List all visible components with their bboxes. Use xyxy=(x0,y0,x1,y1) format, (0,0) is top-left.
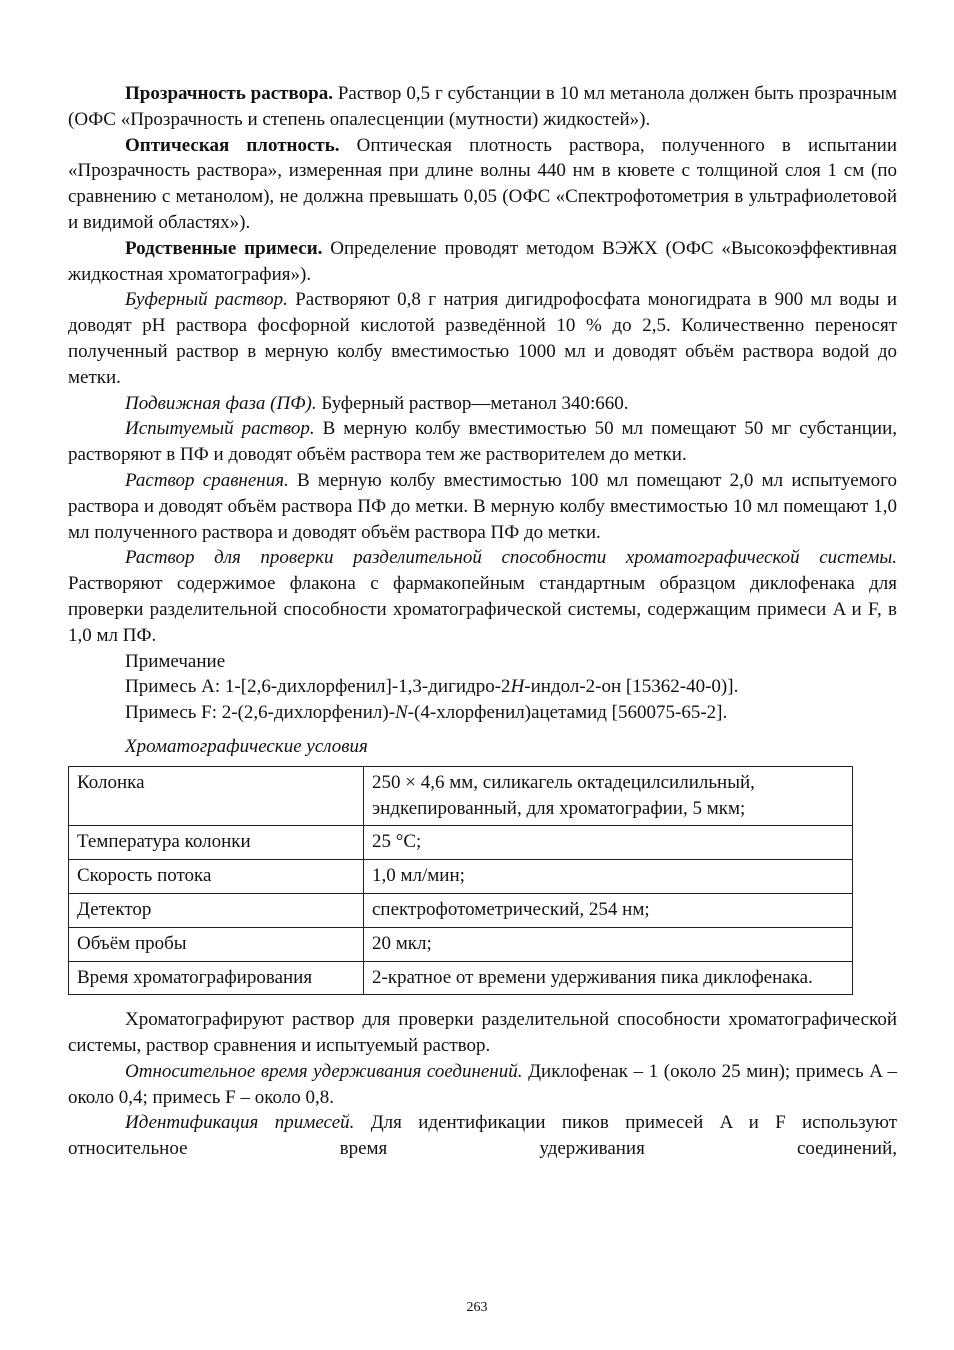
document-page xyxy=(68,81,897,1162)
page-number: 263 xyxy=(466,1300,488,1315)
table-row xyxy=(69,893,853,927)
heading-related-impurities: Родственные примеси. xyxy=(125,237,323,259)
chromatographic-conditions-table xyxy=(68,766,853,996)
impurity-a-italic: H xyxy=(510,676,525,698)
heading-optical-density: Оптическая плотность. xyxy=(125,134,340,156)
paragraph-test-solution xyxy=(68,416,897,468)
paragraph-impurity-identification xyxy=(68,1110,897,1162)
condition-name: Температура колонки xyxy=(69,826,364,860)
table-row xyxy=(69,927,853,961)
table-row xyxy=(69,860,853,894)
condition-name: Детектор xyxy=(69,893,364,927)
text-reference-solution: В мерную колбу вместимостью 100 мл помещают 2,0 мл испытуемого раствора и доводят объём раствора ПФ до метки. В мерную колбу вместимостью 10 мл помещают 1,0 мл полученного раствора и доводят объём раствора ПФ до метки. xyxy=(68,469,897,543)
paragraph-mobile-phase xyxy=(68,391,897,417)
paragraph-chromatograph: Хроматографируют раствор для проверки разделительной способности хроматографической системы, раствор сравнения и испытуемый раствор. xyxy=(68,1009,897,1057)
heading-mobile-phase: Подвижная фаза (ПФ). xyxy=(125,392,317,414)
condition-value: 2-кратное от времени удерживания пика диклофенака. xyxy=(364,961,853,995)
paragraph-optical-density xyxy=(68,133,897,236)
paragraph-buffer-solution xyxy=(68,287,897,390)
condition-value: 20 мкл; xyxy=(364,927,853,961)
note-impurity-a xyxy=(68,674,897,700)
text-mobile-phase: Буферный раствор—метанол 340:660. xyxy=(316,392,629,414)
condition-name: Объём пробы xyxy=(69,927,364,961)
condition-name: Время хроматографирования xyxy=(69,961,364,995)
condition-value: 25 °С; xyxy=(364,826,853,860)
table-caption xyxy=(68,734,897,760)
condition-value: 250 × 4,6 мм, силикагель октадецилсилильный, эндкепированный, для хроматографии, 5 мкм; xyxy=(364,766,853,826)
note-impurity-f xyxy=(68,700,897,726)
note-title: Примечание xyxy=(125,650,226,672)
heading-reference-solution: Раствор сравнения. xyxy=(125,469,289,491)
impurity-f-text-2: -(4-хлорфенил)ацетамид [560075-65-2]. xyxy=(407,702,728,724)
impurity-a-text-1: Примесь A: 1-[2,6-дихлорфенил]-1,3-дигидро-2 xyxy=(125,676,511,698)
heading-relative-retention: Относительное время удерживания соединений. xyxy=(125,1060,523,1082)
text-impurity-identification: Для идентификации пиков примесей A и F используют относительное время удерживания соединений, xyxy=(68,1112,897,1160)
heading-transparency: Прозрачность раствора. xyxy=(125,83,333,104)
condition-value: спектрофотометрический, 254 нм; xyxy=(364,893,853,927)
table-row xyxy=(69,961,853,995)
text-related-impurities: Определение проводят методом ВЭЖХ (ОФС «Высокоэффективная жидкостная хроматография»). xyxy=(68,237,897,285)
condition-name: Скорость потока xyxy=(69,860,364,894)
heading-system-suitability: Раствор для проверки разделительной способности хроматографической системы. xyxy=(125,547,897,569)
table-row xyxy=(69,766,853,826)
text-optical-density: Оптическая плотность раствора, полученного в испытании «Прозрачность раствора», измеренная при длине волны 440 нм в кювете с толщиной слоя 1 см (по сравнению с метанолом), не должна превышать 0,05 (ОФС «Спектрофотометрия в ультрафиолетовой и видимой областях»). xyxy=(68,134,897,233)
impurity-f-text-1: Примесь F: 2-(2,6-дихлорфенил)- xyxy=(125,702,396,724)
heading-impurity-identification: Идентификация примесей. xyxy=(125,1112,355,1134)
text-system-suitability: Растворяют содержимое флакона с фармакопейным стандартным образцом диклофенака для проверки разделительной способности хроматографической системы, содержащим примеси A и F, в 1,0 мл ПФ. xyxy=(68,573,897,646)
text-transparency: Раствор 0,5 г субстанции в 10 мл метанола должен быть прозрачным (ОФС «Прозрачность и степень опалесценции (мутности) жидкостей»). xyxy=(68,83,897,130)
table-caption-text: Хроматографические условия xyxy=(125,735,368,757)
impurity-a-text-2: -индол-2-он [15362-40-0)]. xyxy=(524,676,739,698)
paragraph-relative-retention xyxy=(68,1059,897,1111)
condition-name: Колонка xyxy=(69,766,364,826)
paragraph-transparency xyxy=(68,81,897,133)
text-buffer-solution: Растворяют 0,8 г натрия дигидрофосфата моногидрата в 900 мл воды и доводят pH раствора фосфорной кислотой разведённой 10 % до 2,5. Количественно переносят полученный раствор в мерную колбу вместимостью 1000 мл и доводят объём раствора водой до метки. xyxy=(68,289,897,388)
paragraph-system-suitability xyxy=(68,545,897,648)
condition-value: 1,0 мл/мин; xyxy=(364,860,853,894)
paragraph-reference-solution xyxy=(68,468,897,545)
text-test-solution: В мерную колбу вместимостью 50 мл помещают 50 мг субстанции, растворяют в ПФ и доводят объём раствора тем же растворителем до метки. xyxy=(68,418,897,466)
heading-buffer-solution: Буферный раствор. xyxy=(125,289,288,311)
table-row xyxy=(69,826,853,860)
impurity-f-italic: N xyxy=(395,702,408,724)
heading-test-solution: Испытуемый раствор. xyxy=(125,418,315,440)
paragraph-related-impurities xyxy=(68,236,897,288)
text-relative-retention: Диклофенак – 1 (около 25 мин); примесь A – около 0,4; примесь F – около 0,8. xyxy=(68,1060,898,1108)
